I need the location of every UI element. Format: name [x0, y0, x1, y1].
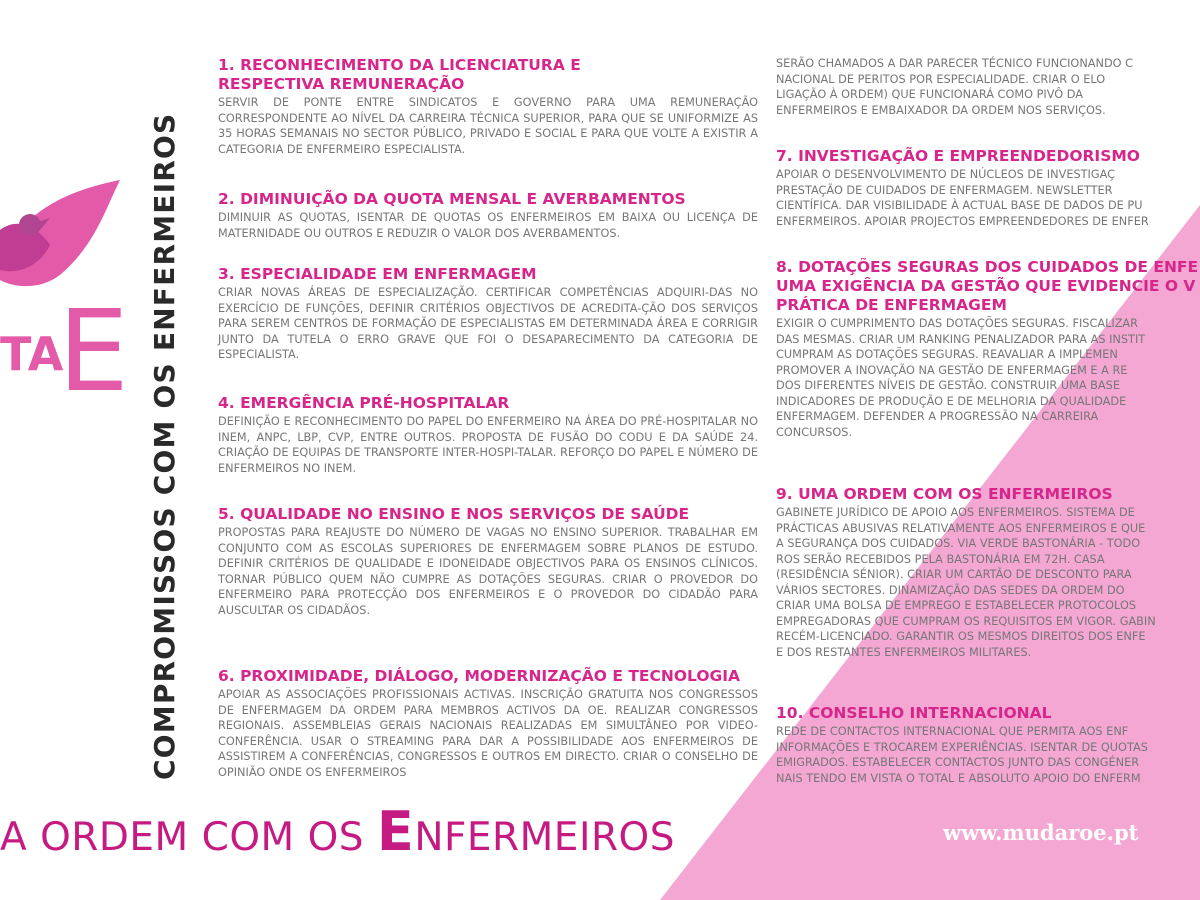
section-body: PROPOSTAS PARA REAJUSTE DO NÚMERO DE VAGAS NO ENSINO SUPERIOR. TRABALHAR EM CONJUNTO COM AS ESCOLAS SUPERIORES DE ENFERMAGEM SOBRE PLANOS DE ESTUDO. DEFINIR CRITÉRIOS DE QUALIDADE E IDONEIDADE OBJECTIVOS PARA OS ENSINOS CLÍNICOS. TORNAR PÚBLICO QUEM NÃO CUMPRE AS DOTAÇÕES SEGURAS. CRIAR O PROVEDOR DO ENFERMEIRO PARA PROTECÇÃO DOS ENFERMEIROS E O PROVEDOR DO CIDADÃO PARA AUSCULTAR OS CIDADÃOS.	[218, 526, 758, 617]
section-title: 4. EMERGÊNCIA PRÉ-HOSPITALAR	[218, 394, 510, 412]
section-title: 8. DOTAÇÕES SEGURAS DOS CUIDADOS DE ENFE UMA EXIGÊNCIA DA GESTÃO QUE EVIDENCIE O V PRÁTICA DE ENFERMAGEM	[776, 258, 1199, 314]
section-3	[218, 265, 758, 363]
bird-icon	[0, 180, 120, 286]
vertical-title: COMPROMISSOS COM OS ENFERMEIROS	[148, 112, 181, 780]
logo-letter: E	[58, 287, 129, 410]
section-7	[776, 147, 1200, 229]
section-body: DIMINUIR AS QUOTAS, ISENTAR DE QUOTAS OS ENFERMEIROS EM BAIXA OU LICENÇA DE MATERNIDADE OU OUTROS E REDUZIR O VALOR DOS AVERBAMENTOS.	[218, 211, 758, 240]
section-title: 7. INVESTIGAÇÃO E EMPREENDEDORISMO	[776, 147, 1140, 165]
section-6-continued	[776, 55, 1200, 118]
section-8	[776, 258, 1200, 440]
section-6	[218, 667, 758, 780]
slogan-big-letter: E	[376, 800, 415, 863]
section-body: APOIAR O DESENVOLVIMENTO DE NÚCLEOS DE INVESTIGAÇ PRESTAÇÃO DE CUIDADOS DE ENFERMAGEM. NEWSLETTER CIENTÍFICA. DAR VISIBILIDADE À ACTUAL BASE DE DADOS DE PU ENFERMEIROS. APOIAR PROJECTOS EMPREENDEDORES DE ENFER	[776, 168, 1149, 228]
section-title: 9. UMA ORDEM COM OS ENFERMEIROS	[776, 485, 1113, 503]
section-body: SERÃO CHAMADOS A DAR PARECER TÉCNICO FUNCIONANDO C NACIONAL DE PERITOS POR ESPECIALIDADE. CRIAR O ELO LIGAÇÃO À ORDEM) QUE FUNCIONARÁ COMO PIVÔ DA ENFERMEIROS E EMBAIXADOR DA ORDEM NOS SERVIÇOS.	[776, 57, 1134, 117]
section-9	[776, 485, 1200, 660]
section-title: 2. DIMINUIÇÃO DA QUOTA MENSAL E AVERBAMENTOS	[218, 190, 686, 208]
section-body: GABINETE JURÍDICO DE APOIO AOS ENFERMEIROS. SISTEMA DE PRÁCTICAS ABUSIVAS RELATIVAMENTE AOS ENFERMEIROS E QUE A SEGURANÇA DOS CUIDADOS. VIA VERDE BASTONÁRIA - TODO ROS SERÃO RECEBIDOS PELA BASTONÁRIA EM 72H. CASA (RESIDÊNCIA SÉNIOR). CRIAR UM CARTÃO DE DESCONTO PARA VÁRIOS SECTORES. DINAMIZAÇÃO DAS SEDES DA ORDEM DO CRIAR UMA BOLSA DE EMPREGO E ESTABELECER PROTOCOLOS EMPREGADORAS QUE CUMPRAM OS REQUISITOS EM VIGOR. GABIN RECÉM-LICENCIADO. GARANTIR OS MESMOS DIREITOS DOS ENFE E DOS RESTANTES ENFERMEIROS MILITARES.	[776, 506, 1156, 659]
section-title: 3. ESPECIALIDADE EM ENFERMAGEM	[218, 265, 537, 283]
section-body: EXIGIR O CUMPRIMENTO DAS DOTAÇÕES SEGURAS. FISCALIZAR DAS MESMAS. CRIAR UM RANKING PENALIZADOR PARA AS INSTIT CUMPRAM AS DOTAÇÕES SEGURAS. REAVALIAR A IMPLEMEN PROMOVER A INOVAÇÃO NA GESTÃO DE ENFERMAGEM E A RE DOS DIFERENTES NÍVEIS DE GESTÃO. CONSTRUIR UMA BASE INDICADORES DE PRODUÇÃO E DE MELHORIA DA QUALIDADE ENFERMAGEM. DEFENDER A PROGRESSÃO NA CARREIRA CONCURSOS.	[776, 317, 1146, 439]
section-2	[218, 190, 758, 241]
section-body: DEFINIÇÃO E RECONHECIMENTO DO PAPEL DO ENFERMEIRO NA ÁREA DO PRÉ-HOSPITALAR NO INEM, ANPC, LBP, CVP, ENTRE OUTROS. PROPOSTA DE FUSÃO DO CODU E DA SAÚDE 24. CRIAÇÃO DE EQUIPAS DE TRANSPORTE INTER-HOSPI-TALAR. REFORÇO DO PAPEL E NÚMERO DE ENFERMEIROS NO INEM.	[218, 415, 758, 475]
section-4	[218, 394, 758, 476]
slogan: A ORDEM COM OS ENFERMEIROS	[0, 800, 676, 863]
logo-text: TA	[0, 327, 64, 381]
section-title: 6. PROXIMIDADE, DIÁLOGO, MODERNIZAÇÃO E TECNOLOGIA	[218, 667, 741, 685]
section-body: APOIAR AS ASSOCIAÇÕES PROFISSIONAIS ACTIVAS. INSCRIÇÃO GRATUITA NOS CONGRESSOS DE ENFERMAGEM DA ORDEM PARA MEMBROS ACTIVOS DA OE. REALIZAR CONGRESSOS REGIONAIS. ASSEMBLEIAS GERAIS NACIONAIS REALIZADAS EM SIMULTÂNEO POR VIDEO-CONFERÊNCIA. USAR O STREAMING PARA DAR A POSSIBILIDADE AOS ENFERMEIROS DE ASSISTIREM A CONFERÊNCIAS, CONGRESSOS E OUTROS EM DIRECTO. CRIAR O CONSELHO DE OPINIÃO ONDE OS ENFERMEIROS	[218, 688, 758, 779]
section-body: SERVIR DE PONTE ENTRE SINDICATOS E GOVERNO PARA UMA REMUNERAÇÃO CORRESPONDENTE AO NÍVEL DA CARREIRA TÉCNICA SUPERIOR, PARA QUE SE UNIFORMIZE AS 35 HORAS SEMANAIS NO SECTOR PÚBLICO, PRIVADO E SOCIAL E PARA QUE VOLTE A EXISTIR A CATEGORIA DE ENFERMEIRO ESPECIALISTA.	[218, 96, 758, 156]
section-5	[218, 505, 758, 618]
section-title: 1. RECONHECIMENTO DA LICENCIATURA E RESPECTIVA REMUNERAÇÃO	[218, 56, 581, 93]
section-body: REDE DE CONTACTOS INTERNACIONAL QUE PERMITA AOS ENF INFORMAÇÕES E TROCAREM EXPERIÊNCIAS. ISENTAR DE QUOTAS EMIGRADOS. ESTABELECER CONTACTOS JUNTO DAS CONGÉNER NAIS TENDO EM VISTA O TOTAL E ABSOLUTO APOIO DO ENFERM	[776, 725, 1148, 785]
logo	[0, 170, 150, 410]
section-1	[218, 56, 758, 157]
section-title: 10. CONSELHO INTERNACIONAL	[776, 704, 1052, 722]
website-link[interactable]: www.mudaroe.pt	[943, 820, 1139, 845]
section-body: CRIAR NOVAS ÁREAS DE ESPECIALIZAÇÃO. CERTIFICAR COMPETÊNCIAS ADQUIRI-DAS NO EXERCÍCIO DE FUNÇÕES, DEFINIR CRITÉRIOS OBJECTIVOS DE ACREDITA-ÇÃO DOS SERVIÇOS PARA SEREM CENTROS DE FORMAÇÃO DE ESPECIALISTAS EM DETERMINADA ÁREA E CORRIGIR JUNTO DA TUTELA O ERRO GRAVE QUE FOI O DESAPARECIMENTO DA CATEGORIA DE ESPECIALISTA.	[218, 286, 758, 361]
section-title: 5. QUALIDADE NO ENSINO E NOS SERVIÇOS DE SAÚDE	[218, 505, 690, 523]
section-10	[776, 704, 1200, 786]
